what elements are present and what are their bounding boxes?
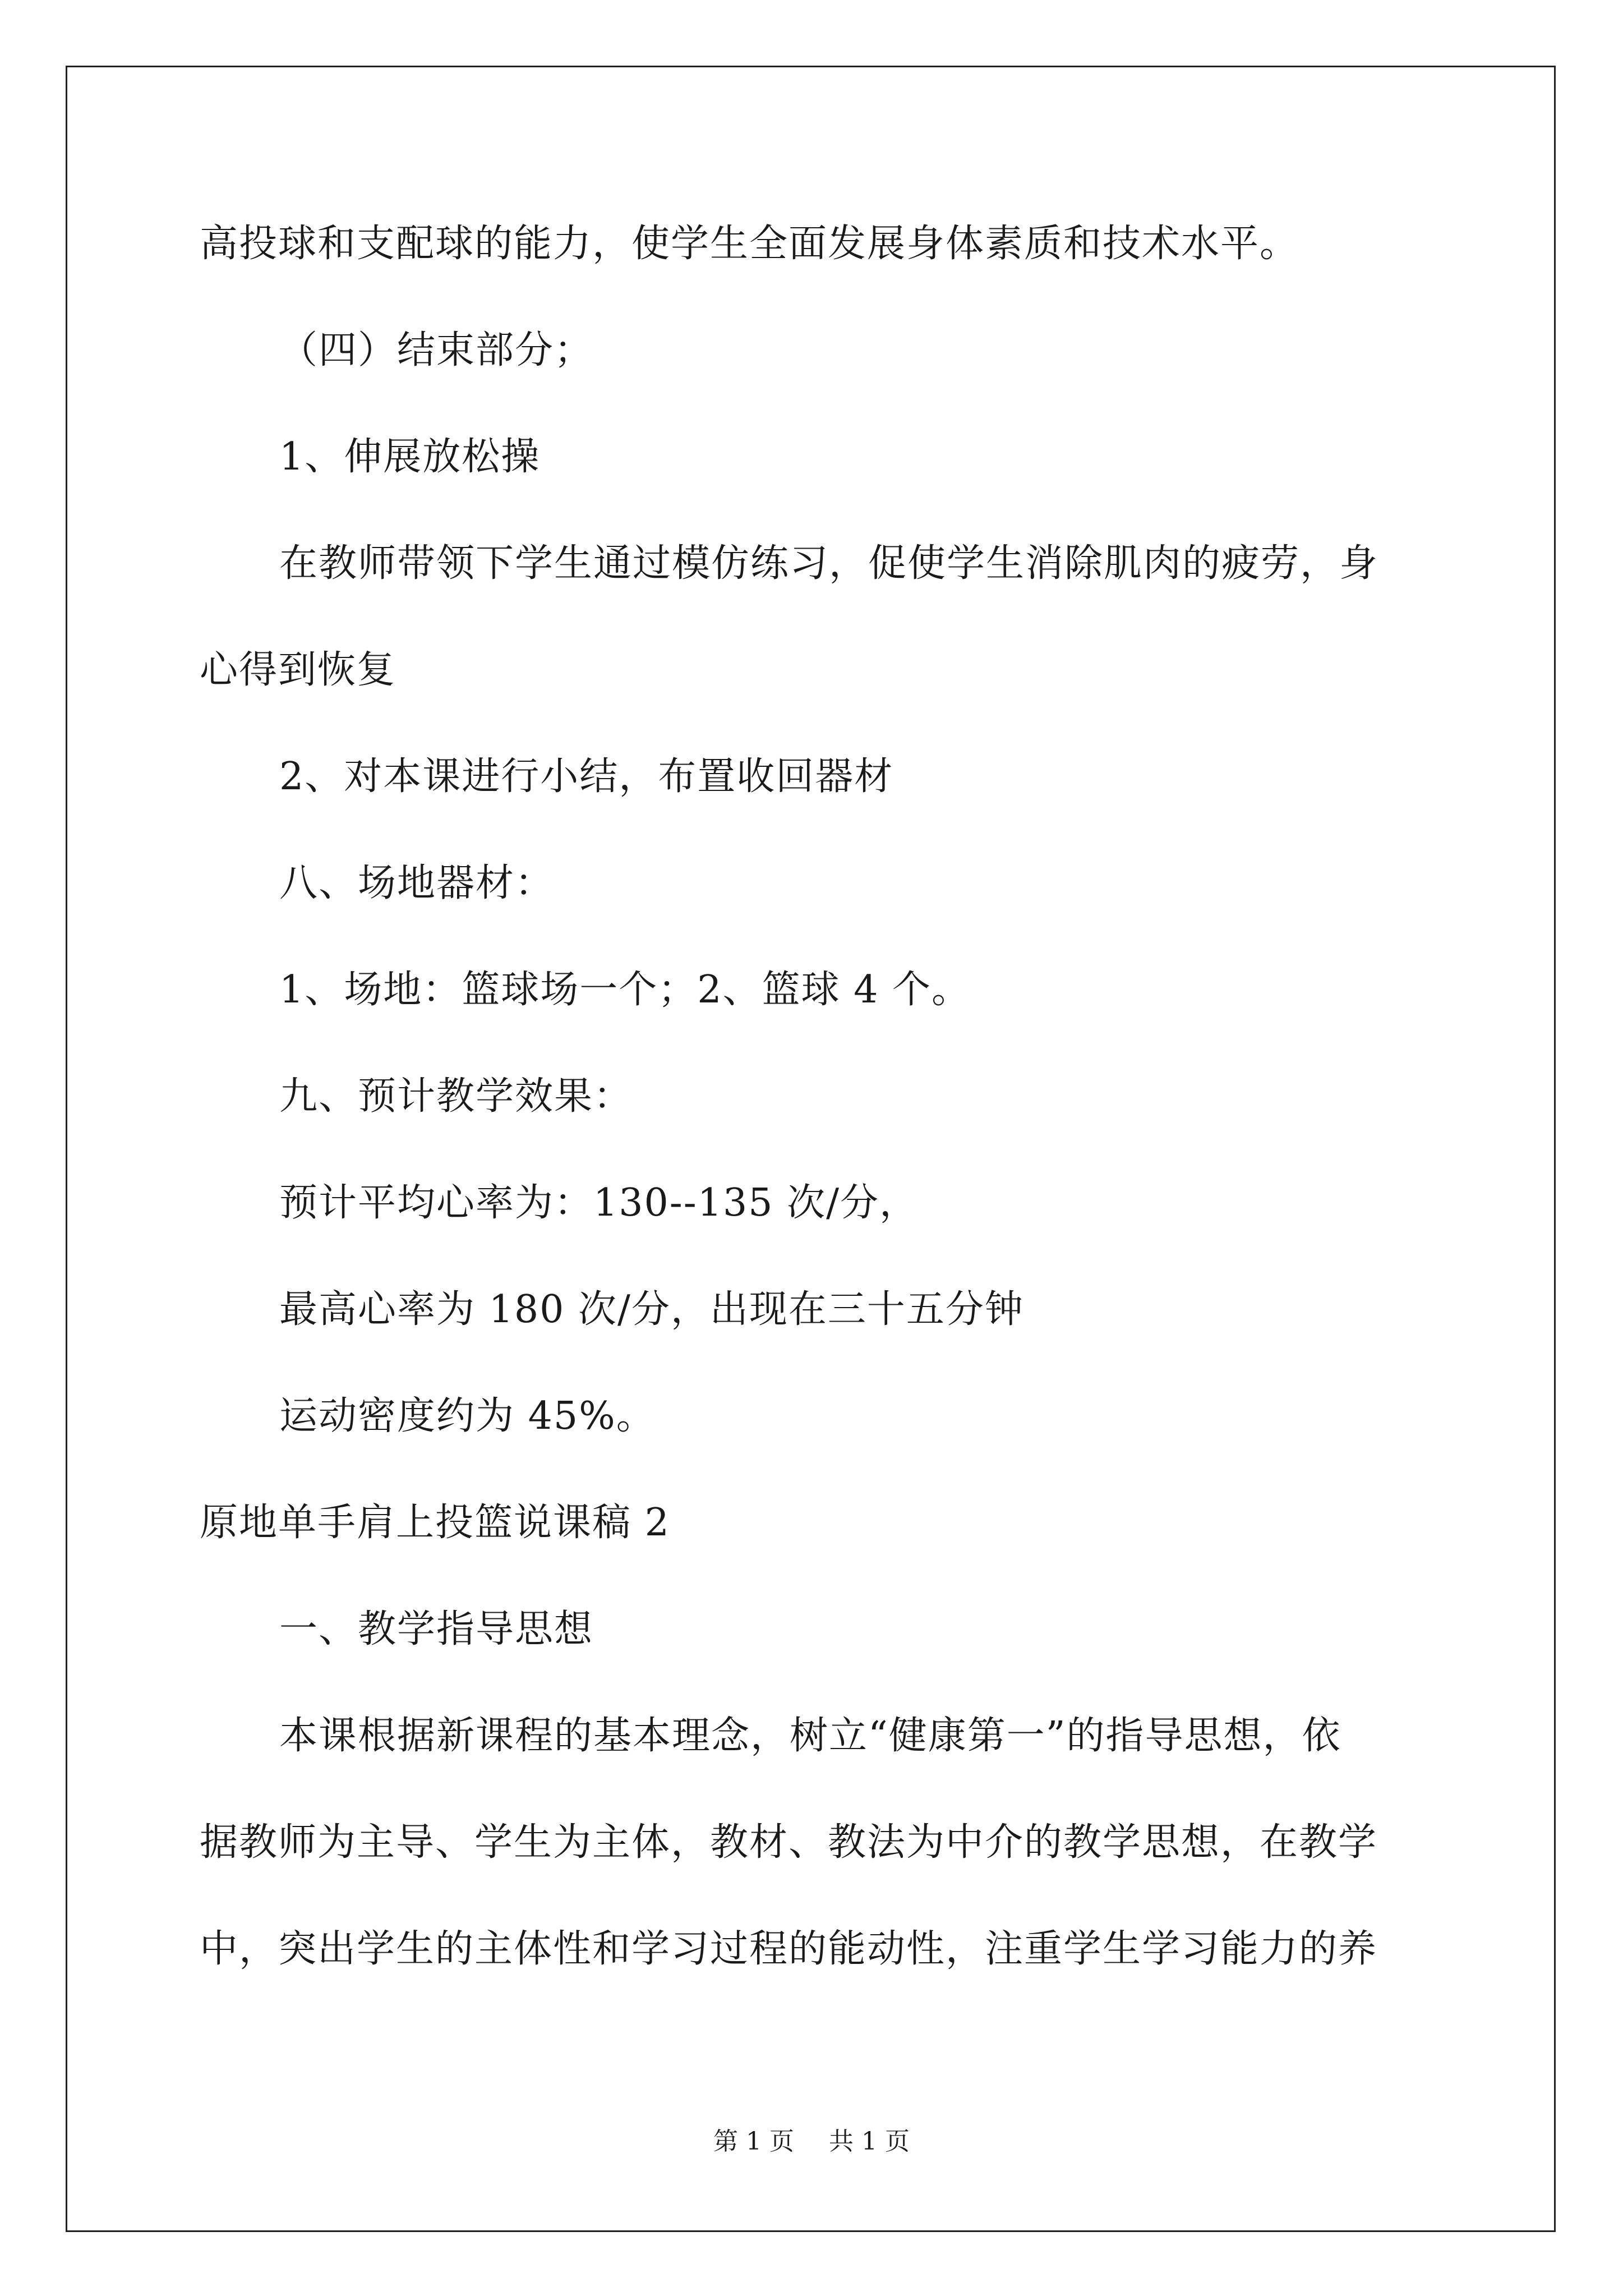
- text-line: 心得到恢复: [200, 648, 396, 692]
- section-heading: 一、教学指导思想: [279, 1607, 594, 1651]
- section-heading: 九、预计教学效果：: [279, 1074, 633, 1119]
- text-line: 在教师带领下学生通过模仿练习，促使学生消除肌肉的疲劳，身: [279, 541, 1379, 586]
- text-line: 2、对本课进行小结，布置收回器材: [279, 754, 894, 799]
- text-line: 据教师为主导、学生为主体，教材、教法为中介的教学思想，在教学: [200, 1820, 1378, 1865]
- document-title: 原地单手肩上投篮说课稿 2: [200, 1501, 670, 1545]
- text-line: 中，突出学生的主体性和学习过程的能动性，注重学生学习能力的养: [200, 1927, 1378, 1971]
- page-total: 共 1 页: [829, 2127, 910, 2156]
- text-line: 高投球和支配球的能力，使学生全面发展身体素质和技术水平。: [200, 222, 1299, 266]
- section-heading: 八、场地器材：: [279, 861, 555, 905]
- text-line: 预计平均心率为：130--135 次/分，: [279, 1181, 919, 1225]
- document-body: [200, 191, 1428, 2003]
- text-line: 运动密度约为 45%。: [279, 1394, 656, 1438]
- text-line: 1、场地：篮球场一个；2、篮球 4 个。: [279, 968, 971, 1012]
- text-line: 最高心率为 180 次/分，出现在三十五分钟: [279, 1287, 1024, 1332]
- page-number: 第 1 页: [713, 2127, 794, 2156]
- text-line: 本课根据新课程的基本理念，树立“健康第一”的指导思想，依: [279, 1714, 1341, 1758]
- page-footer: [0, 2125, 1623, 2159]
- text-line: （四）结束部分；: [279, 328, 594, 372]
- text-line: 1、伸展放松操: [279, 435, 541, 479]
